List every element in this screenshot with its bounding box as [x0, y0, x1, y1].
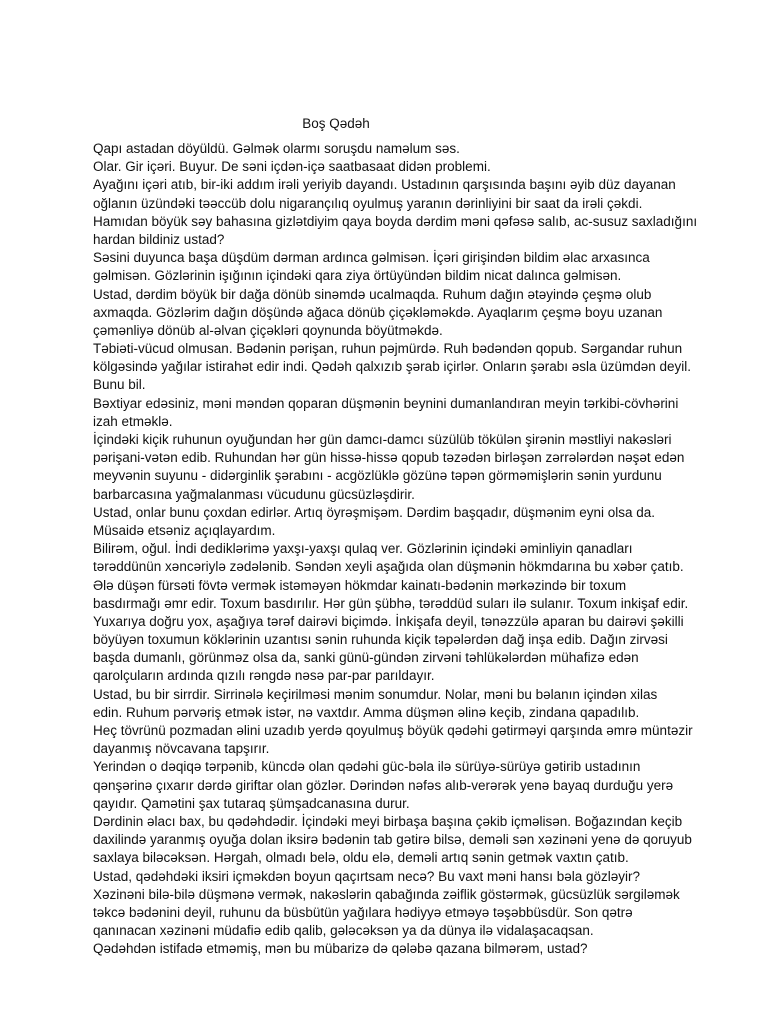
text-line: Ayağını içəri atıb, bir-iki addım irəli yeriyib dayandı. Ustadının qarşısında başını əyib düz dayanan [93, 177, 676, 193]
text-line: basdırmağı əmr edir. Toxum basdırılır. Hər gün şübhə, tərəddüd suları ilə sulanır. Toxum inkişaf edir. [93, 595, 689, 611]
text-line: Olar. Gir içəri. Buyur. De səni içdən-içə saatbasaat didən problemi. [93, 159, 491, 175]
text-line: Qədəhdən istifadə etməmiş, mən bu mübarizə də qələbə qazana bilmərəm, ustad? [93, 941, 588, 957]
text-line: gəlmisən. Gözlərinin işığının içindəki qara ziya örtüyündən bildim nicat dalınca gəlmisən. [93, 268, 622, 284]
text-line: Səsini duyunca başa düşdüm dərman ardınca gəlmisən. İçəri girişindən bildim əlac arxasınca [93, 250, 650, 266]
text-line: oğlanın üzündəki təəccüb dolu nigarançılıq oyulmuş yaranın dərinliyini bir saat da irəli çəkdi. [93, 195, 643, 211]
text-line: axmaqda. Gözlərim dağın döşündə ağaca dönüb çiçəkləməkdə. Ayaqlarım çeşmə boyu uzanan [93, 304, 663, 320]
text-line: Yuxarıya doğru yox, aşağıya tərəf dairəvi biçimdə. İnkişafa deyil, tənəzzülə aparan bu dairəvi şəkilli [93, 613, 684, 629]
text-line: Ustad, onlar bunu çoxdan edirlər. Artıq öyrəşmişəm. Dərdim başqadır, düşmənim eyni olsa da. [93, 504, 656, 520]
text-line: izah etməklə. [93, 413, 173, 429]
text-line: qənşərinə çıxarır dərdə giriftar olan gözlər. Dərindən nəfəs alıb-verərək yenə bayaq durduğu yerə [93, 777, 674, 793]
text-line: kölgəsində yağılar istirahət edir indi. Qədəh qalxızıb şərab içirlər. Onların şərabı əsla üzümdən deyil. [93, 359, 692, 375]
document-body [93, 140, 733, 958]
text-line: hardan bildiniz ustad? [93, 231, 225, 247]
text-line: İçindəki kiçik ruhunun oyuğundan hər gün damcı-damcı süzülüb tökülən şirənin məstliyi nakəsləri [93, 432, 672, 447]
text-line: Heç tövrünü pozmadan əlini uzadıb yerdə qoyulmuş böyük qədəhi gətirməyi qarşında əmrə müntəzir [93, 723, 693, 738]
text-line: tərəddünün xəncəriylə zədələnib. Səndən xeyli aşağıda olan düşmənin hökmdarına bu xəbər çatıb. [93, 559, 684, 575]
document-title: Boş Qədəh [302, 116, 370, 131]
text-line: Müsaidə etsəniz açıqlayardım. [93, 522, 276, 538]
text-line: təkcə bədənini deyil, ruhunu da büsbütün yağılara hədiyyə etməyə təşəbbüsdür. Son qətrə [93, 904, 633, 920]
text-line: Dərdinin əlacı bax, bu qədəhdədir. İçindəki meyi birbaşa başına çəkib içməlisən. Boğazından keçib [93, 813, 683, 829]
text-line: Qapı astadan döyüldü. Gəlmək olarmı soruşdu naməlum səs. [93, 141, 460, 156]
text-line: qanınacan xəzinəni müdafiə edib qalib, gələcəksən ya da dünya ilə vidalaşacaqsan. [93, 923, 594, 939]
text-line: böyüyən toxumun köklərinin uzantısı sənin ruhunda kiçik təpələrdən dağ inşa edib. Dağın zirvəsi [93, 632, 668, 648]
text-line: Hamıdan böyük səy bahasına gizlətdiyim qaya boyda dərdim məni qəfəsə salıb, ac-susuz saxladığını [93, 213, 698, 229]
text-line: saxlaya biləcəksən. Hərgah, olmadı belə, oldu elə, deməli artıq sənin getmək vaxtın çatıb. [93, 850, 629, 866]
text-line: daxilində yaranmış oyuğa dolan iksirə bədənin tab gətirə bilsə, deməli sən xəzinəni yenə də qoruyub [93, 832, 692, 848]
text-line: Xəzinəni bilə-bilə düşmənə vermək, nakəslərin qabağında zəiflik göstərmək, gücsüzlük sərgiləmək [93, 886, 680, 902]
text-line: Bunu bil. [93, 377, 146, 393]
text-line: Ustad, dərdim böyük bir dağa dönüb sinəmdə ucalmaqda. Ruhum dağın ətəyində çeşmə olub [93, 286, 652, 302]
text-line: Bilirəm, oğul. İndi dediklərimə yaxşı-yaxşı qulaq ver. Gözlərinin içindəki əminliyin qanadları [93, 541, 633, 557]
text-line: barbarcasına yağmalanması vücudunu gücsüzləşdirir. [93, 486, 415, 502]
text-line: pərişani-vətən edib. Ruhundan hər gün hissə-hissə qopub təzədən birləşən zərrələrdən nəşət edən [93, 450, 685, 466]
text-line: dayanmış növcavana tapşırır. [93, 741, 270, 757]
text-line: Ələ düşən fürsəti fövtə vermək istəməyən hökmdar kainatı-bədənin mərkəzində bir toxum [93, 577, 627, 593]
text-line: meyvənin suyunu - didərginlik şərabını - acgözlüklə gözünə təpən görməmişlərin sənin yurdunu [93, 468, 662, 484]
text-line: Təbiəti-vücud olmusan. Bədənin pərişan, ruhun pəjmürdə. Ruh bədəndən qopub. Sərgandar ruhun [93, 341, 683, 357]
text-line: başda dumanlı, görünməz olsa da, sanki günü-gündən zirvəni təhlükələrdən mühafizə edən [93, 650, 639, 666]
text-line: qarolçuların ardında qızılı rəngdə nəsə par-par parıldayır. [93, 668, 435, 684]
text-line: Yerindən o dəqiqə tərpənib, küncdə olan qədəhi güc-bəla ilə sürüyə-sürüyə gətirib ustadının [93, 759, 641, 775]
text-line: Ustad, qədəhdəki iksiri içməkdən boyun qaçırtsam necə? Bu vaxt məni hansı bəla gözləyir? [93, 868, 641, 884]
text-line: edin. Ruhum pərvəriş etmək istər, nə vaxtdır. Amma düşmən əlinə keçib, zindana qapadılıb. [93, 704, 640, 720]
text-line: qayıdır. Qamətini şax tutaraq şümşadcanasına durur. [93, 795, 410, 811]
text-line: Bəxtiyar edəsiniz, məni məndən qoparan düşmənin beynini dumanlandıran meyin tərkibi-cövhərini [93, 395, 679, 411]
text-line: çəmənliyə dönüb al-əlvan çiçəkləri qoynunda böyütməkdə. [93, 322, 443, 338]
text-line: Ustad, bu bir sirrdir. Sirrinələ keçirilməsi mənim sonumdur. Nolar, məni bu bəlanın içindən xilas [93, 686, 658, 702]
